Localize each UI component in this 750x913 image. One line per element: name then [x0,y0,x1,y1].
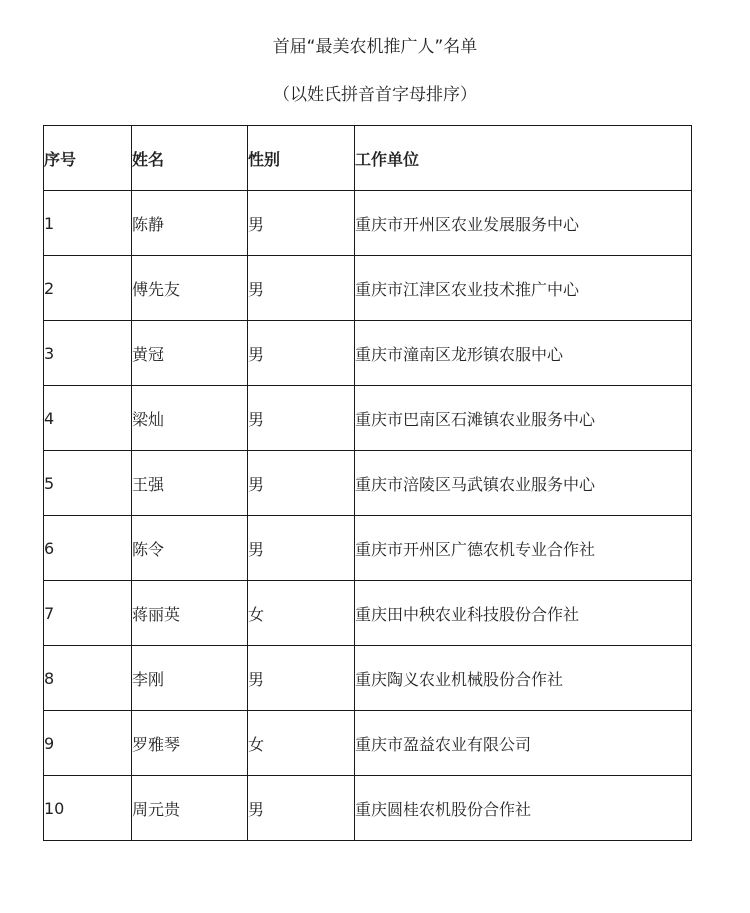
document-subtitle: （以姓氏拼音首字母排序） [273,85,477,105]
table-row [44,451,692,516]
cell-name: 陈令 [132,516,248,581]
table-row [44,516,692,581]
cell-gender: 女 [248,711,355,776]
table-row [44,321,692,386]
table-row [44,386,692,451]
table-row [44,646,692,711]
cell-name: 蒋丽英 [132,581,248,646]
cell-name: 梁灿 [132,386,248,451]
cell-name: 李刚 [132,646,248,711]
cell-gender: 男 [248,191,355,256]
table-row [44,776,692,841]
table-row [44,581,692,646]
cell-seq: 2 [44,256,132,321]
cell-gender: 女 [248,581,355,646]
cell-seq: 4 [44,386,132,451]
cell-name: 傅先友 [132,256,248,321]
cell-gender: 男 [248,256,355,321]
cell-seq: 3 [44,321,132,386]
cell-unit: 重庆市开州区广德农机专业合作社 [355,516,692,581]
cell-name: 王强 [132,451,248,516]
cell-unit: 重庆市盈益农业有限公司 [355,711,692,776]
cell-seq: 1 [44,191,132,256]
cell-seq: 10 [44,776,132,841]
cell-unit: 重庆市江津区农业技术推广中心 [355,256,692,321]
cell-gender: 男 [248,386,355,451]
cell-seq: 5 [44,451,132,516]
cell-seq: 9 [44,711,132,776]
cell-unit: 重庆市涪陵区马武镇农业服务中心 [355,451,692,516]
header-seq: 序号 [44,126,132,191]
header-unit: 工作单位 [355,126,692,191]
cell-gender: 男 [248,321,355,386]
cell-gender: 男 [248,516,355,581]
cell-seq: 8 [44,646,132,711]
cell-gender: 男 [248,646,355,711]
cell-unit: 重庆田中秧农业科技股份合作社 [355,581,692,646]
cell-unit: 重庆陶义农业机械股份合作社 [355,646,692,711]
cell-name: 周元贵 [132,776,248,841]
cell-unit: 重庆圆桂农机股份合作社 [355,776,692,841]
header-name: 姓名 [132,126,248,191]
cell-name: 陈静 [132,191,248,256]
roster-table [43,125,692,841]
cell-gender: 男 [248,451,355,516]
table-row [44,256,692,321]
table-row [44,191,692,256]
cell-seq: 6 [44,516,132,581]
cell-gender: 男 [248,776,355,841]
table-header-row [44,126,692,191]
cell-unit: 重庆市开州区农业发展服务中心 [355,191,692,256]
cell-unit: 重庆市巴南区石滩镇农业服务中心 [355,386,692,451]
table-row [44,711,692,776]
header-gender: 性别 [248,126,355,191]
cell-name: 罗雅琴 [132,711,248,776]
document-title: 首届“最美农机推广人”名单 [272,37,478,57]
cell-name: 黄冠 [132,321,248,386]
cell-unit: 重庆市潼南区龙形镇农服中心 [355,321,692,386]
cell-seq: 7 [44,581,132,646]
